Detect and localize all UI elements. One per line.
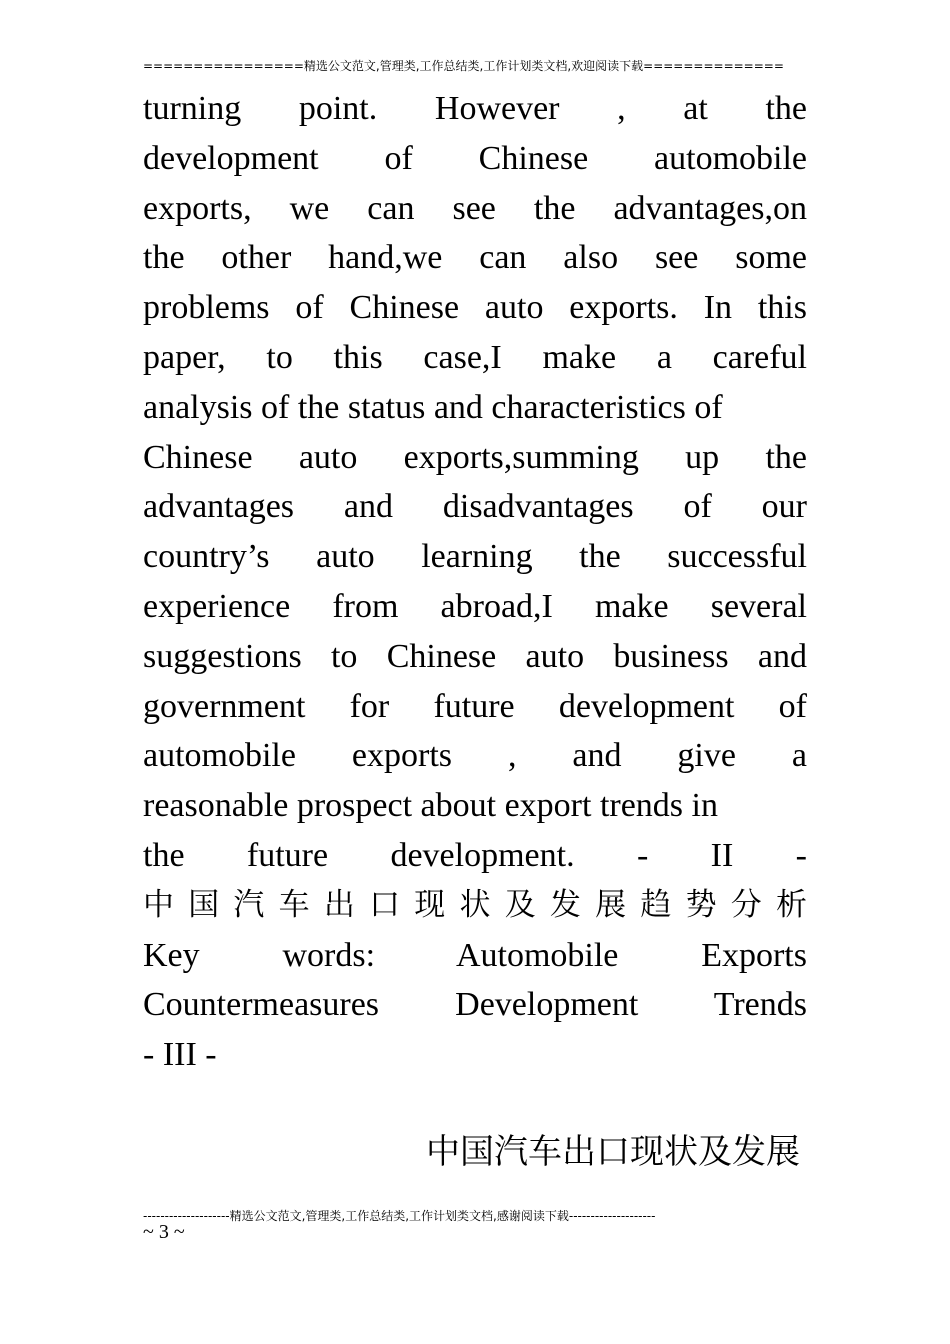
body-line: problems of Chinese auto exports. In this	[143, 289, 807, 327]
body-line: advantages and disadvantages of our	[143, 488, 807, 526]
body-line: the other hand,we can also see some	[143, 239, 807, 277]
footer-banner: --------------------精选公文范文,管理类,工作总结类,工作计划类文档,感谢阅读下载--------------------	[143, 1209, 656, 1223]
body-line: country’s auto learning the successful	[143, 538, 807, 576]
body-line: exports, we can see the advantages,on	[143, 189, 807, 227]
keywords-line: Countermeasures Development Trends	[143, 986, 807, 1024]
body-line-chinese-title: 中国汽车出口现状及发展趋势分析	[143, 886, 807, 923]
body-line-page-marker: the future development. - II -	[143, 836, 807, 874]
body-line: government for future development of	[143, 687, 807, 725]
keywords-line: Key words: Automobile Exports	[143, 936, 807, 974]
page-number: ~ 3 ~	[143, 1221, 185, 1243]
chinese-heading: 中国汽车出口现状及发展	[426, 1132, 800, 1172]
body-line: automobile exports , and give a	[143, 737, 807, 775]
body-line: reasonable prospect about export trends in	[143, 787, 718, 825]
body-line: suggestions to Chinese auto business and	[143, 637, 807, 675]
roman-page-marker: - III -	[143, 1036, 217, 1074]
body-line: analysis of the status and characteristics of	[143, 388, 723, 426]
body-text	[143, 84, 807, 1080]
body-line: Chinese auto exports,summing up the	[143, 438, 807, 476]
body-line: experience from abroad,I make several	[143, 587, 807, 625]
body-line: paper, to this case,I make a careful	[143, 338, 807, 376]
header-banner: ================精选公文范文,管理类,工作总结类,工作计划类文档,欢迎阅读下载==============	[143, 59, 784, 73]
body-line: turning point. However , at the	[143, 90, 807, 127]
body-line: development of Chinese automobile	[143, 139, 807, 177]
